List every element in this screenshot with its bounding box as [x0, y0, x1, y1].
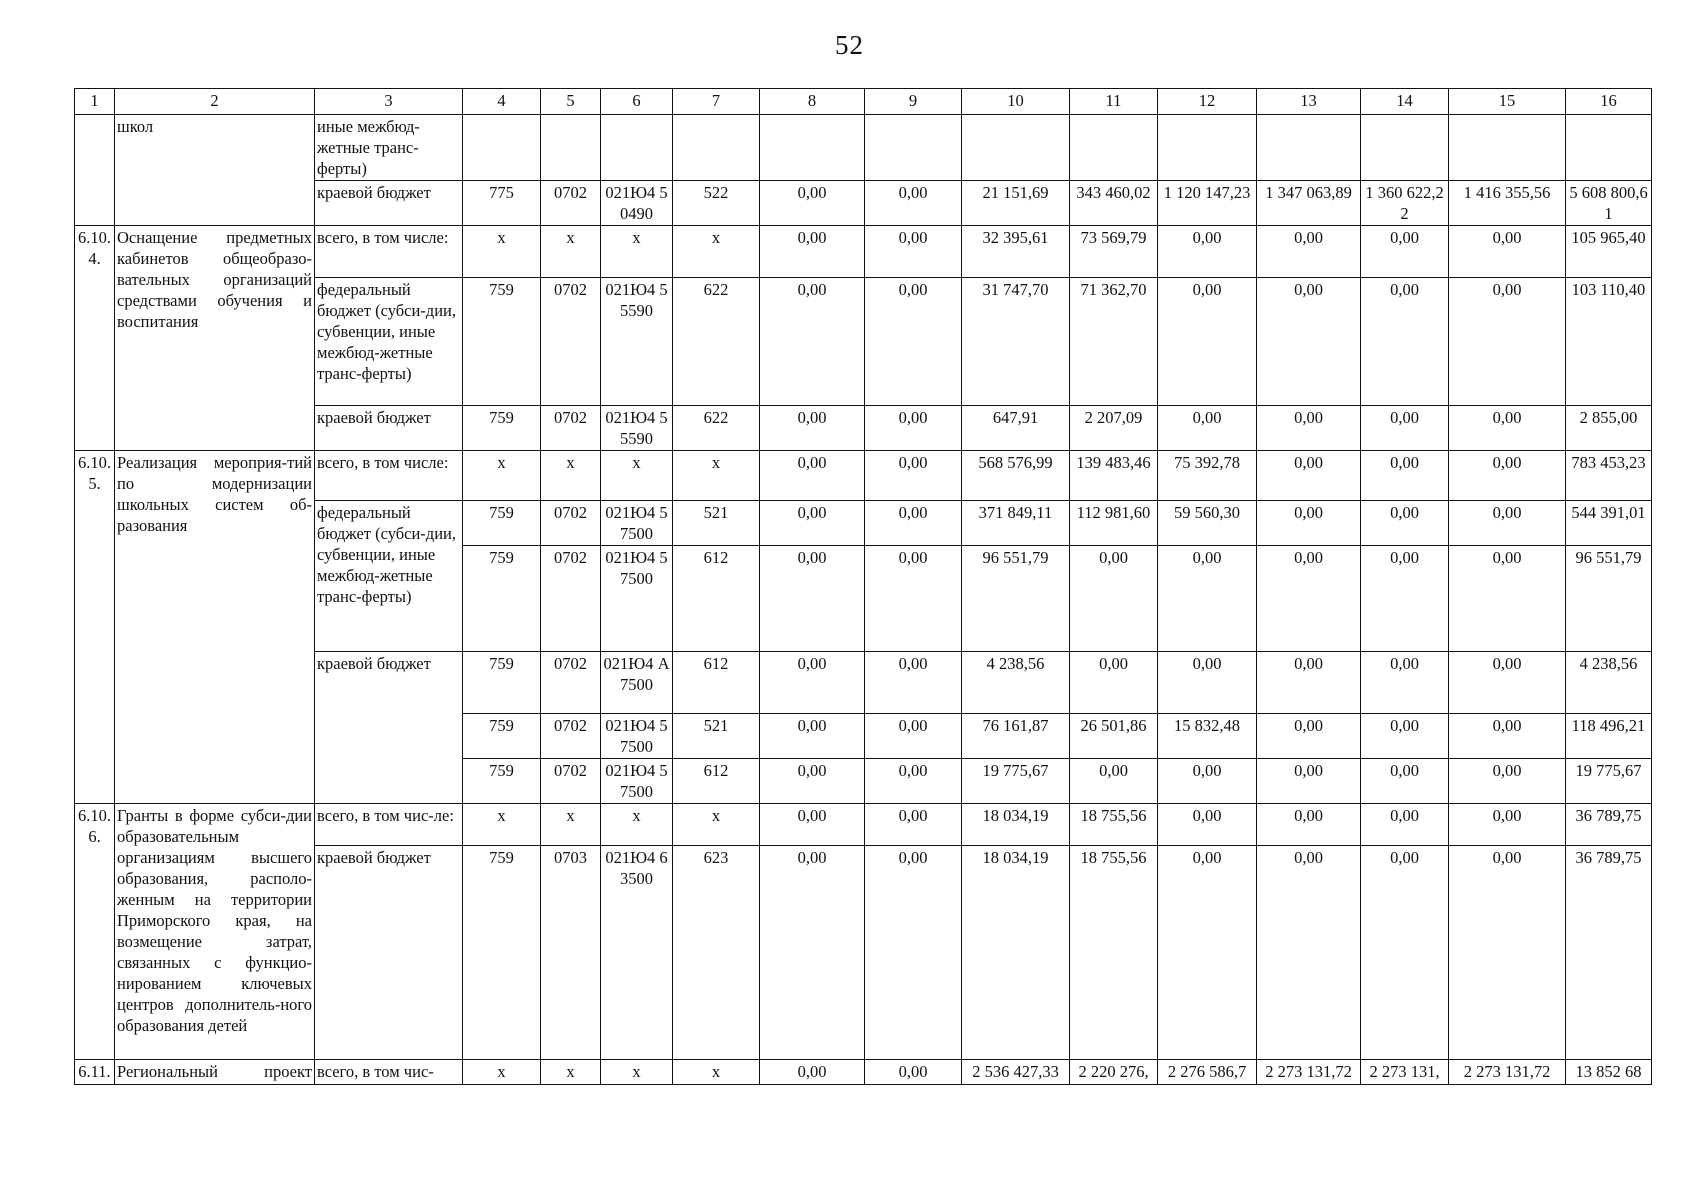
- cell-value: 0,00: [1158, 846, 1257, 1060]
- cell-value: 0,00: [1158, 226, 1257, 278]
- cell-value: x: [601, 804, 673, 846]
- cell-value: 76 161,87: [962, 714, 1070, 759]
- cell-value: 0,00: [1449, 714, 1566, 759]
- cell-value: 19 775,67: [1566, 759, 1652, 804]
- cell-value: 18 755,56: [1070, 846, 1158, 1060]
- cell-value: 0,00: [1257, 652, 1361, 714]
- cell-value: 0,00: [760, 846, 865, 1060]
- cell-value: 0,00: [1257, 846, 1361, 1060]
- cell-value: 612: [673, 546, 760, 652]
- cell-value: 0,00: [1257, 759, 1361, 804]
- cell-value: 0,00: [760, 652, 865, 714]
- measure-name: Гранты в форме субси-дии образовательным организациям высшего образования, располо-женным на территории Приморского края, на возмещение затрат, связанных с функцио-нированием ключевых центров дополнитель-ного образования детей: [115, 804, 315, 1060]
- cell-value: 0,00: [865, 759, 962, 804]
- cell-value: x: [673, 804, 760, 846]
- cell-value: 118 496,21: [1566, 714, 1652, 759]
- cell-value: 021Ю4 57500: [601, 759, 673, 804]
- cell-value: 0,00: [760, 714, 865, 759]
- cell-value: 0,00: [760, 804, 865, 846]
- cell-value: 021Ю4 57500: [601, 546, 673, 652]
- cell-value: 0,00: [1449, 652, 1566, 714]
- cell-value: 103 110,40: [1566, 278, 1652, 406]
- page-number: 52: [835, 30, 864, 60]
- cell-value: 0703: [541, 846, 601, 1060]
- cell-value: 612: [673, 759, 760, 804]
- measure-name: Оснащение предметных кабинетов общеобразо-вательных организаций средствами обучения и воспитания: [115, 226, 315, 451]
- cell-value: 623: [673, 846, 760, 1060]
- cell-value: 0,00: [1257, 804, 1361, 846]
- cell-value: 622: [673, 278, 760, 406]
- cell-value: x: [463, 226, 541, 278]
- cell-value: 622: [673, 406, 760, 451]
- row-number: 6.10.6.: [75, 804, 115, 1060]
- cell-value: 0,00: [1070, 759, 1158, 804]
- cell-value: 0,00: [1158, 546, 1257, 652]
- cell-value: 18 034,19: [962, 804, 1070, 846]
- cell-value: 0,00: [865, 804, 962, 846]
- cell-value: 0,00: [865, 451, 962, 501]
- cell-value: 0,00: [1158, 278, 1257, 406]
- cell-value: 0,00: [1257, 546, 1361, 652]
- cell-value: 105 965,40: [1566, 226, 1652, 278]
- cell-value: 0,00: [1361, 278, 1449, 406]
- cell-value: 4 238,56: [962, 652, 1070, 714]
- cell-value: 0,00: [1449, 406, 1566, 451]
- cell-value: 1 360 622,22: [1361, 181, 1449, 226]
- cell-value: 2 273 131,72: [1257, 1060, 1361, 1085]
- cell-value: 1 120 147,23: [1158, 181, 1257, 226]
- cell-value: 759: [463, 846, 541, 1060]
- col-header: 16: [1566, 89, 1652, 115]
- cell-value: 759: [463, 759, 541, 804]
- cell-value: 26 501,86: [1070, 714, 1158, 759]
- cell-value: 139 483,46: [1070, 451, 1158, 501]
- cell-value: 75 392,78: [1158, 451, 1257, 501]
- cell-value: 0,00: [865, 181, 962, 226]
- cell-value: 0,00: [1361, 804, 1449, 846]
- cell-value: 0,00: [865, 278, 962, 406]
- cell-value: 2 220 276,: [1070, 1060, 1158, 1085]
- row-number-cell: [75, 115, 115, 226]
- cell-value: 1 347 063,89: [1257, 181, 1361, 226]
- cell-value: 0,00: [1070, 546, 1158, 652]
- funding-source: краевой бюджет: [315, 846, 463, 1060]
- cell-value: x: [463, 804, 541, 846]
- cell-value: 96 551,79: [962, 546, 1070, 652]
- col-header: 7: [673, 89, 760, 115]
- measure-name: Реализация мероприя-тий по модернизации школьных систем об-разования: [115, 451, 315, 804]
- cell-value: 759: [463, 714, 541, 759]
- cell-value: 759: [463, 501, 541, 546]
- cell-value: 0702: [541, 759, 601, 804]
- cell-value: 0,00: [1449, 226, 1566, 278]
- cell-value: 0,00: [1361, 846, 1449, 1060]
- cell-value: 0,00: [865, 652, 962, 714]
- cell-value: 18 034,19: [962, 846, 1070, 1060]
- col-header: 6: [601, 89, 673, 115]
- cell-value: 0,00: [1361, 406, 1449, 451]
- cell-value: 0,00: [865, 846, 962, 1060]
- cell-value: x: [541, 804, 601, 846]
- cell-value: 0,00: [1361, 226, 1449, 278]
- funding-source: федеральный бюджет (субси-дии, субвенции, иные межбюд-жетные транс-ферты): [315, 278, 463, 406]
- cell-value: 0,00: [760, 451, 865, 501]
- cell-value: 112 981,60: [1070, 501, 1158, 546]
- cell-value: 0,00: [1257, 501, 1361, 546]
- table-row: [75, 226, 1652, 278]
- cell-value: 0,00: [865, 1060, 962, 1085]
- cell-value: 0,00: [865, 226, 962, 278]
- cell-value: 371 849,11: [962, 501, 1070, 546]
- cell-value: 021Ю4 50490: [601, 181, 673, 226]
- cell-value: 0,00: [1449, 278, 1566, 406]
- cell-value: 0,00: [760, 1060, 865, 1085]
- cell-value: 0,00: [1361, 546, 1449, 652]
- cell-value: 2 207,09: [1070, 406, 1158, 451]
- cell-value: 021Ю4 57500: [601, 714, 673, 759]
- cell-value: 521: [673, 714, 760, 759]
- cell-value: 36 789,75: [1566, 846, 1652, 1060]
- col-header: 1: [75, 89, 115, 115]
- header-row: [75, 89, 1652, 115]
- cell-value: 32 395,61: [962, 226, 1070, 278]
- cell-value: 2 273 131,72: [1449, 1060, 1566, 1085]
- cell-value: x: [673, 1060, 760, 1085]
- col-header: 13: [1257, 89, 1361, 115]
- cell-value: 0,00: [760, 226, 865, 278]
- cell-value: 1 416 355,56: [1449, 181, 1566, 226]
- cell-value: x: [541, 1060, 601, 1085]
- cell-value: 343 460,02: [1070, 181, 1158, 226]
- col-header: 14: [1361, 89, 1449, 115]
- cell-value: 0,00: [865, 406, 962, 451]
- row-number: 6.11.: [75, 1060, 115, 1085]
- cell-value: 0,00: [1158, 406, 1257, 451]
- cell-value: 96 551,79: [1566, 546, 1652, 652]
- cell-value: 2 536 427,33: [962, 1060, 1070, 1085]
- cell-value: 0,00: [1257, 278, 1361, 406]
- cell-value: 0,00: [1361, 451, 1449, 501]
- cell-value: 0,00: [1449, 846, 1566, 1060]
- cell-value: 568 576,99: [962, 451, 1070, 501]
- budget-table: [74, 88, 1652, 1085]
- cell-value: 0702: [541, 714, 601, 759]
- cell-value: 0,00: [865, 546, 962, 652]
- cell-value: 15 832,48: [1158, 714, 1257, 759]
- col-header: 5: [541, 89, 601, 115]
- funding-source: федеральный бюджет (субси-дии, субвенции, иные межбюд-жетные транс-ферты): [315, 501, 463, 652]
- cell-value: 021Ю4 63500: [601, 846, 673, 1060]
- cell-value: 0,00: [760, 278, 865, 406]
- measure-name: школ: [115, 115, 315, 226]
- cell-value: 775: [463, 181, 541, 226]
- funding-source: краевой бюджет: [315, 652, 463, 804]
- cell-value: 0,00: [1158, 652, 1257, 714]
- col-header: 10: [962, 89, 1070, 115]
- cell-value: 0702: [541, 181, 601, 226]
- cell-value: 0,00: [760, 501, 865, 546]
- cell-value: 0,00: [1158, 759, 1257, 804]
- cell-value: 71 362,70: [1070, 278, 1158, 406]
- cell-value: 021Ю4 A7500: [601, 652, 673, 714]
- cell-value: 0,00: [865, 501, 962, 546]
- cell-value: 0,00: [1361, 652, 1449, 714]
- col-header: 4: [463, 89, 541, 115]
- col-header: 15: [1449, 89, 1566, 115]
- funding-source: иные межбюд-жетные транс-ферты): [315, 115, 463, 181]
- funding-source: всего, в том чис-: [315, 1060, 463, 1085]
- funding-source: всего, в том числе:: [315, 451, 463, 501]
- cell-value: 612: [673, 652, 760, 714]
- cell-value: 19 775,67: [962, 759, 1070, 804]
- cell-value: 0,00: [1257, 406, 1361, 451]
- cell-value: 18 755,56: [1070, 804, 1158, 846]
- col-header: 9: [865, 89, 962, 115]
- cell-value: 0,00: [1070, 652, 1158, 714]
- col-header: 2: [115, 89, 315, 115]
- cell-value: 13 852 68: [1566, 1060, 1652, 1085]
- cell-value: 21 151,69: [962, 181, 1070, 226]
- cell-value: 759: [463, 652, 541, 714]
- row-number: 6.10.4.: [75, 226, 115, 451]
- cell-value: 0,00: [1449, 759, 1566, 804]
- col-header: 3: [315, 89, 463, 115]
- cell-value: 0702: [541, 546, 601, 652]
- cell-value: 0,00: [1361, 759, 1449, 804]
- table-row: [75, 804, 1652, 846]
- table-row: [75, 451, 1652, 501]
- cell-value: 544 391,01: [1566, 501, 1652, 546]
- cell-value: x: [463, 1060, 541, 1085]
- cell-value: 0702: [541, 278, 601, 406]
- cell-value: x: [673, 226, 760, 278]
- cell-value: 759: [463, 406, 541, 451]
- row-number: 6.10.5.: [75, 451, 115, 804]
- cell-value: x: [673, 451, 760, 501]
- cell-value: 31 747,70: [962, 278, 1070, 406]
- funding-source: краевой бюджет: [315, 181, 463, 226]
- cell-value: 59 560,30: [1158, 501, 1257, 546]
- cell-value: x: [541, 226, 601, 278]
- cell-value: 0702: [541, 406, 601, 451]
- cell-value: 0,00: [760, 181, 865, 226]
- cell-value: x: [541, 451, 601, 501]
- cell-value: 0,00: [1158, 804, 1257, 846]
- cell-value: 36 789,75: [1566, 804, 1652, 846]
- cell-value: 0,00: [1361, 501, 1449, 546]
- cell-value: 522: [673, 181, 760, 226]
- cell-value: 0,00: [1449, 501, 1566, 546]
- cell-value: 0,00: [865, 714, 962, 759]
- funding-source: краевой бюджет: [315, 406, 463, 451]
- funding-source: всего, в том числе:: [315, 226, 463, 278]
- table-row: [75, 115, 1652, 181]
- cell-value: 0,00: [760, 546, 865, 652]
- col-header: 8: [760, 89, 865, 115]
- cell-value: 021Ю4 55590: [601, 278, 673, 406]
- cell-value: 647,91: [962, 406, 1070, 451]
- cell-value: 783 453,23: [1566, 451, 1652, 501]
- cell-value: 0,00: [760, 406, 865, 451]
- funding-source: всего, в том чис-ле:: [315, 804, 463, 846]
- cell-value: 759: [463, 546, 541, 652]
- measure-name: Региональный проект: [115, 1060, 315, 1085]
- cell-value: 0,00: [1257, 226, 1361, 278]
- cell-value: 0702: [541, 652, 601, 714]
- table-row: [75, 1060, 1652, 1085]
- cell-value: 73 569,79: [1070, 226, 1158, 278]
- cell-value: 0702: [541, 501, 601, 546]
- cell-value: 2 273 131,: [1361, 1060, 1449, 1085]
- cell-value: 0,00: [1449, 546, 1566, 652]
- cell-value: 759: [463, 278, 541, 406]
- cell-value: 0,00: [1257, 714, 1361, 759]
- cell-value: x: [463, 451, 541, 501]
- cell-value: x: [601, 451, 673, 501]
- cell-value: 0,00: [1449, 451, 1566, 501]
- cell-value: 521: [673, 501, 760, 546]
- col-header: 11: [1070, 89, 1158, 115]
- cell-value: 021Ю4 57500: [601, 501, 673, 546]
- cell-value: x: [601, 226, 673, 278]
- cell-value: 2 855,00: [1566, 406, 1652, 451]
- cell-value: 0,00: [760, 759, 865, 804]
- cell-value: 4 238,56: [1566, 652, 1652, 714]
- col-header: 12: [1158, 89, 1257, 115]
- cell-value: 0,00: [1257, 451, 1361, 501]
- cell-value: 5 608 800,61: [1566, 181, 1652, 226]
- cell-value: 0,00: [1449, 804, 1566, 846]
- cell-value: 0,00: [1361, 714, 1449, 759]
- cell-value: x: [601, 1060, 673, 1085]
- cell-value: 2 276 586,7: [1158, 1060, 1257, 1085]
- cell-value: 021Ю4 55590: [601, 406, 673, 451]
